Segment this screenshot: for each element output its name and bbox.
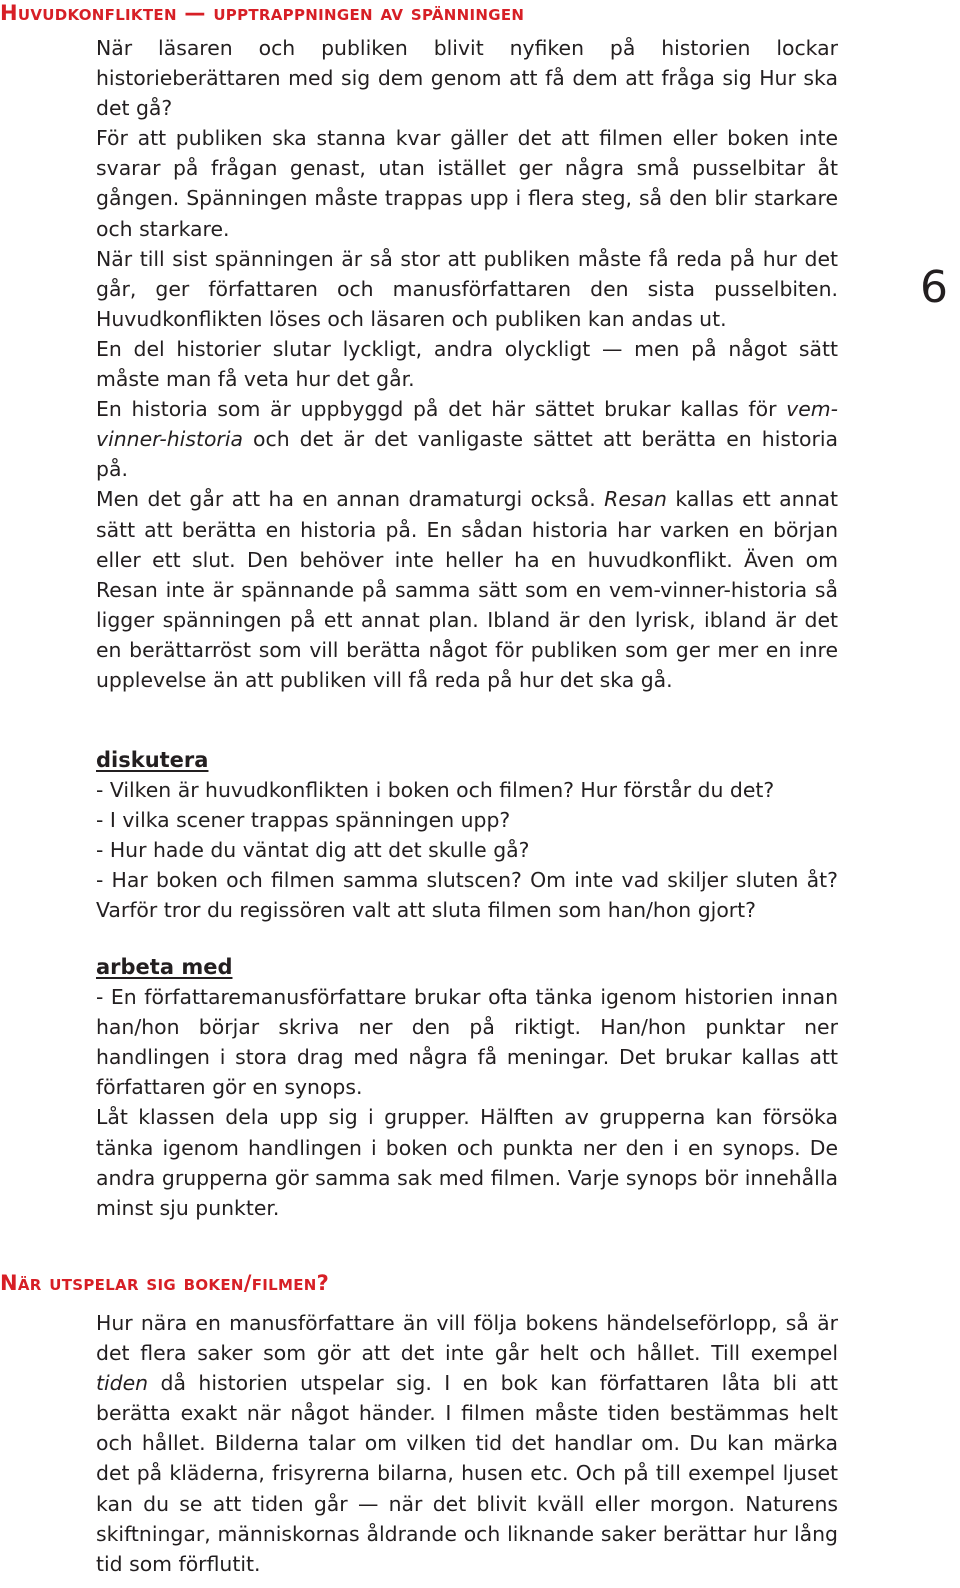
paragraph — [96, 484, 838, 695]
text-run: Hur nära en manusförfattare än vill följa bokens händelseförlopp, så är det flera saker som gör att det inte går helt och hållet. Till exempel — [96, 1311, 838, 1366]
paragraph: Låt klassen dela upp sig i grupper. Hälften av grupperna kan försöka tänka igenom handlingen i boken och punkta ner den i en synops. De andra grupperna gör samma sak med filmen. Varje synops bör innehålla minst sju punkter. — [96, 1105, 838, 1220]
list-item: - I vilka scener trappas spänningen upp? — [96, 808, 511, 833]
work-heading: arbeta med — [96, 955, 233, 979]
section-heading-when: När utspelar sig boken/filmen? — [0, 1271, 330, 1295]
paragraph — [96, 1308, 838, 1579]
discuss-heading: diskutera — [96, 748, 209, 772]
text-run: då historien utspelar sig. I en bok kan författaren låta bli att berätta exakt när något händer. I filmen måste tiden bestämmas helt och hållet. Bilderna talar om vilken tid det handlar om. Du kan märka det på kläderna, frisyrerna bilarna, husen etc. Och på till exempel ljuset kan du se att tiden går — när det blivit kväll eller morgon. Naturens skiftningar, människornas åldrande och liknande saker berättar hur lång tid som förflutit. — [96, 1371, 838, 1576]
paragraph — [96, 394, 838, 484]
text-run: kallas ett annat sätt att berätta en historia på. En sådan historia har varken en början eller ett slut. Den behöver inte heller ha en huvudkonflikt. Även om Resan inte är spännande på samma sätt som en vem-vinner-historia så ligger spänningen på ett annat plan. Ibland är den lyrisk, ibland är det en berättarröst som vill berätta något för publiken som ger mer en inre upplevelse än att publiken vill få reda på hur det ska gå. — [96, 487, 838, 692]
text-run: och det är det vanligaste sättet att berätta en historia på. — [96, 427, 838, 482]
page-number: 6 — [920, 262, 948, 313]
section-body-when — [96, 1308, 838, 1579]
list-item: - Hur hade du väntat dig att det skulle gå? — [96, 838, 530, 863]
section-heading-main-conflict: Huvudkonflikten — upptrappningen av spänningen — [0, 1, 525, 25]
text-run: En historia som är uppbyggd på det här sättet brukar kallas för — [96, 397, 787, 422]
paragraph: - En författaremanusförfattare brukar ofta tänka igenom historien innan han/hon börjar skriva ner den på riktigt. Han/hon punktar ner handlingen i stora drag med några få meningar. Det brukar kallas att författaren gör en synops. — [96, 985, 838, 1100]
text-run: Men det går att ha en annan dramaturgi också. — [96, 487, 605, 512]
emphasis-term: Resan — [604, 487, 667, 512]
paragraph: När läsaren och publiken blivit nyfiken på historien lockar historieberättaren med sig dem genom att få dem att fråga sig Hur ska det gå? — [96, 36, 838, 121]
discuss-section — [96, 745, 838, 926]
paragraph: När till sist spänningen är så stor att publiken måste få reda på hur det går, ger författaren och manusförfattaren den sista pusselbiten. Huvudkonflikten löses och läsaren och publiken kan andas ut. — [96, 246, 838, 331]
paragraph: En del historier slutar lyckligt, andra olyckligt — men på något sätt måste man få veta hur det går. — [96, 336, 838, 392]
section-body-main-conflict — [96, 33, 838, 695]
emphasis-term: vem-vinner-historia — [96, 397, 838, 452]
list-item: - Vilken är huvudkonflikten i boken och filmen? Hur förstår du det? — [96, 778, 775, 803]
paragraph: För att publiken ska stanna kvar gäller det att filmen eller boken inte svarar på frågan genast, utan istället ger några små pusselbitar åt gången. Spänningen måste trappas upp i flera steg, så den blir starkare och starkare. — [96, 126, 838, 241]
list-item: - Har boken och filmen samma slutscen? Om inte vad skiljer sluten åt? Varför tror du regissören valt att sluta filmen som han/hon gjort? — [96, 868, 838, 923]
emphasis-term: tiden — [96, 1371, 149, 1396]
work-section — [96, 952, 838, 1223]
